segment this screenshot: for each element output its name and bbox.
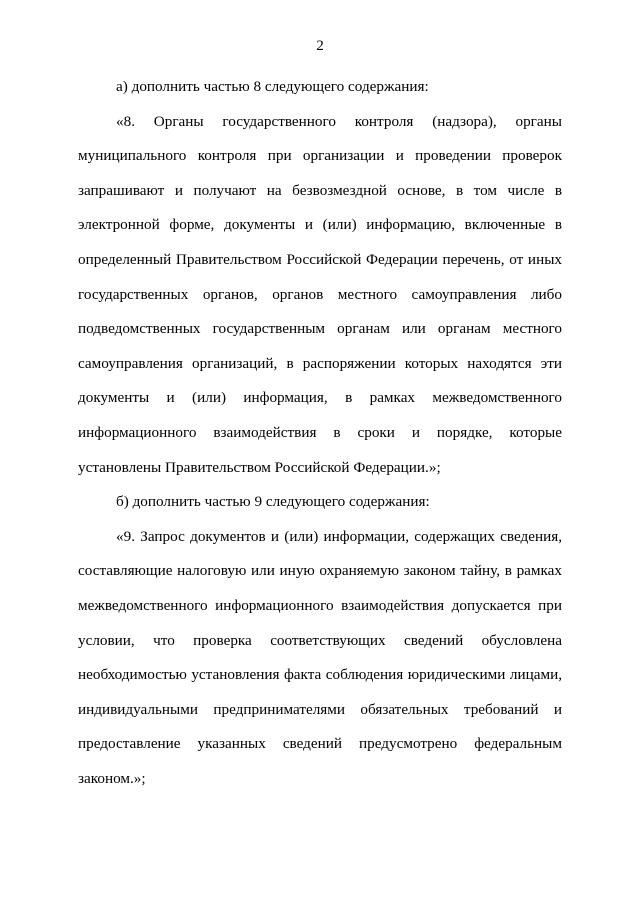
page-number: 2 — [316, 37, 324, 54]
text-line: запрашивают и получают на безвозмездной основе, в том числе в — [78, 181, 562, 199]
text-line: межведомственного информационного взаимодействия допускается при — [78, 596, 562, 614]
text-line: а) дополнить частью 8 следующего содержания: — [116, 78, 429, 95]
text-line: «8. Органы государственного контроля (надзора), органы — [116, 112, 562, 130]
paragraph-amendment-a — [78, 70, 562, 105]
text-line: необходимостью установления факта соблюдения юридическими лицами, — [78, 666, 562, 684]
document-body — [78, 70, 562, 796]
text-line: муниципального контроля при организации и проведении проверок — [78, 147, 562, 165]
text-line: условии, что проверка соответствующих сведений обусловлена — [78, 631, 562, 649]
text-line: документы и (или) информация, в рамках межведомственного — [78, 389, 562, 407]
text-line: составляющие налоговую или иную охраняемую законом тайну, в рамках — [78, 562, 562, 580]
text-line: индивидуальными предпринимателями обязательных требований и — [78, 700, 562, 718]
text-line: предоставление указанных сведений предусмотрено федеральным — [78, 735, 562, 753]
text-line: электронной форме, документы и (или) информацию, включенные в — [78, 216, 562, 234]
paragraph-amendment-b — [78, 485, 562, 520]
text-line: подведомственных государственным органам или органам местного — [78, 320, 562, 338]
text-line: «9. Запрос документов и (или) информации, содержащих сведения, — [116, 527, 562, 545]
text-line: б) дополнить частью 9 следующего содержания: — [116, 493, 430, 511]
paragraph-part-8 — [78, 105, 562, 486]
paragraph-part-9 — [78, 520, 562, 797]
text-line: определенный Правительством Российской Федерации перечень, от иных — [78, 250, 562, 268]
text-line: самоуправления организаций, в распоряжении которых находятся эти — [78, 354, 562, 372]
text-line: установлены Правительством Российской Федерации.»; — [78, 458, 441, 476]
text-line: государственных органов, органов местного самоуправления либо — [78, 285, 562, 303]
text-line: информационного взаимодействия в сроки и порядке, которые — [78, 423, 562, 441]
text-line: законом.»; — [78, 769, 146, 787]
